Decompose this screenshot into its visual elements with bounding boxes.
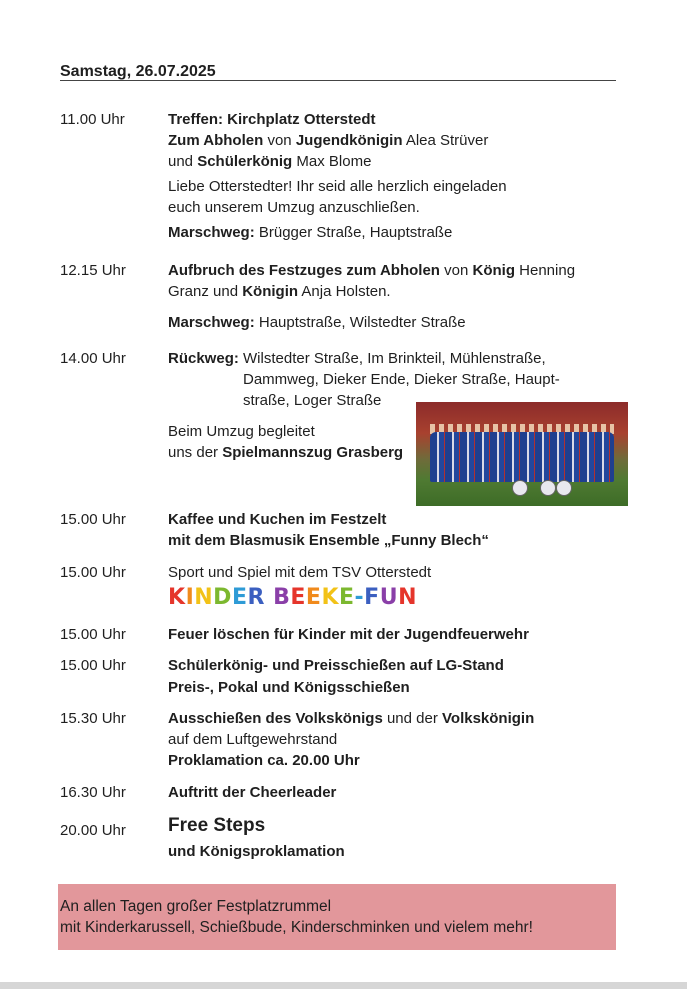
event-line: Liebe Otterstedter! Ihr seid alle herzlich eingeladen (168, 178, 507, 195)
event-line: euch unserem Umzug anzuschließen. (168, 199, 420, 216)
event-text-bold: Marschweg: (168, 224, 255, 241)
event-text: Hauptstraße, Wilstedter Straße (254, 314, 466, 331)
logo-letter: E (305, 585, 322, 610)
drum-icon (556, 480, 572, 496)
info-banner (58, 884, 616, 950)
event-line: auf dem Luftgewehrstand (168, 731, 338, 748)
event-text-bold: Aufbruch des Festzuges zum Abholen (168, 262, 440, 279)
logo-letter: N (398, 585, 417, 610)
event-description (168, 708, 534, 771)
event-text: Granz und (168, 283, 243, 300)
event-text: Anja Holsten. (298, 283, 391, 300)
event-time: 11.00 Uhr (60, 111, 125, 128)
event-text-bold: Schülerkönig (197, 153, 293, 170)
logo-letter: K (168, 585, 186, 610)
logo-letter: U (379, 585, 399, 610)
logo-letter: E (290, 585, 306, 610)
event-time: 20.00 Uhr (60, 822, 126, 839)
event-time: 15.00 Uhr (60, 564, 126, 581)
logo-letter: B (273, 585, 291, 610)
event-text: von (439, 262, 473, 279)
logo-letter: K (321, 585, 339, 610)
event-text: und (168, 153, 198, 170)
event-time: 15.00 Uhr (60, 511, 126, 528)
event-title-large: Free Steps (168, 815, 266, 836)
event-description (168, 109, 507, 243)
event-line: Beim Umzug begleitet (168, 423, 315, 440)
event-text: Wilstedter Straße, Im Brinkteil, Mühlenstraße, (238, 350, 546, 367)
event-line: Proklamation ca. 20.00 Uhr (168, 752, 360, 769)
event-description (168, 815, 345, 862)
logo-letter: E (339, 585, 355, 610)
event-description (168, 509, 489, 551)
heading-rule (60, 80, 616, 81)
event-text: Henning (515, 262, 576, 279)
band-photo (416, 402, 628, 506)
logo-letter: D (213, 585, 232, 610)
event-text-bold: Marschweg: (168, 314, 255, 331)
event-line: und Königsproklamation (168, 843, 345, 860)
kinder-beeke-fun-logo (168, 585, 417, 611)
event-text-bold: König (472, 262, 515, 279)
event-text: von (263, 132, 296, 149)
event-text: Alea Strüver (402, 132, 489, 149)
logo-letter: R (247, 585, 265, 610)
event-description (168, 260, 575, 333)
event-time: 15.30 Uhr (60, 710, 126, 727)
event-time: 15.00 Uhr (60, 657, 126, 674)
logo-letter: F (364, 585, 380, 610)
event-line: mit dem Blasmusik Ensemble „Funny Blech“ (168, 532, 489, 549)
logo-letter: - (354, 585, 365, 610)
event-text: und der (382, 710, 443, 727)
event-line: Preis-, Pokal und Königsschießen (168, 679, 410, 696)
event-description: Feuer löschen für Kinder mit der Jugendfeuerwehr (168, 626, 529, 643)
drum-icon (540, 480, 556, 496)
band-photo-group (430, 432, 614, 482)
banner-line: mit Kinderkarussell, Schießbude, Kinderschminken und vielem mehr! (60, 919, 533, 936)
event-text-bold: Spielmannszug Grasberg (222, 444, 404, 461)
event-text: Brügger Straße, Hauptstraße (254, 224, 453, 241)
logo-letter: E (231, 585, 248, 610)
event-text-bold: Jugendkönigin (295, 132, 403, 149)
logo-letter: I (185, 585, 195, 610)
event-time: 16.30 Uhr (60, 784, 126, 801)
event-text-bold: Zum Abholen (168, 132, 264, 149)
event-time: 15.00 Uhr (60, 626, 126, 643)
event-description: Auftritt der Cheerleader (168, 784, 337, 801)
event-text-bold: Rückweg: (168, 350, 239, 367)
event-text-bold: Volkskönigin (442, 710, 535, 727)
event-time: 12.15 Uhr (60, 262, 126, 279)
event-description (168, 655, 504, 698)
kinder-beeke-fun-logo-text (168, 585, 417, 611)
event-line: straße, Loger Straße (243, 392, 382, 409)
event-text: Max Blome (292, 153, 372, 170)
drum-icon (512, 480, 528, 496)
event-line: Treffen: Kirchplatz Otterstedt (168, 111, 376, 128)
event-description: Sport und Spiel mit dem TSV Otterstedt (168, 564, 432, 581)
event-text-bold: Ausschießen des Volkskönigs (168, 710, 383, 727)
page-heading: Samstag, 26.07.2025 (60, 63, 216, 80)
event-line: Kaffee und Kuchen im Festzelt (168, 511, 387, 528)
bottom-scroll-bar (0, 982, 687, 989)
event-time: 14.00 Uhr (60, 350, 126, 367)
banner-line: An allen Tagen großer Festplatzrummel (60, 898, 332, 915)
event-text: uns der (168, 444, 223, 461)
event-text-bold: Königin (242, 283, 299, 300)
logo-letter: N (194, 585, 214, 610)
logo-letter (265, 585, 273, 611)
event-line: Dammweg, Dieker Ende, Dieker Straße, Haupt- (243, 371, 560, 388)
event-line: Schülerkönig- und Preisschießen auf LG-Stand (168, 657, 504, 674)
